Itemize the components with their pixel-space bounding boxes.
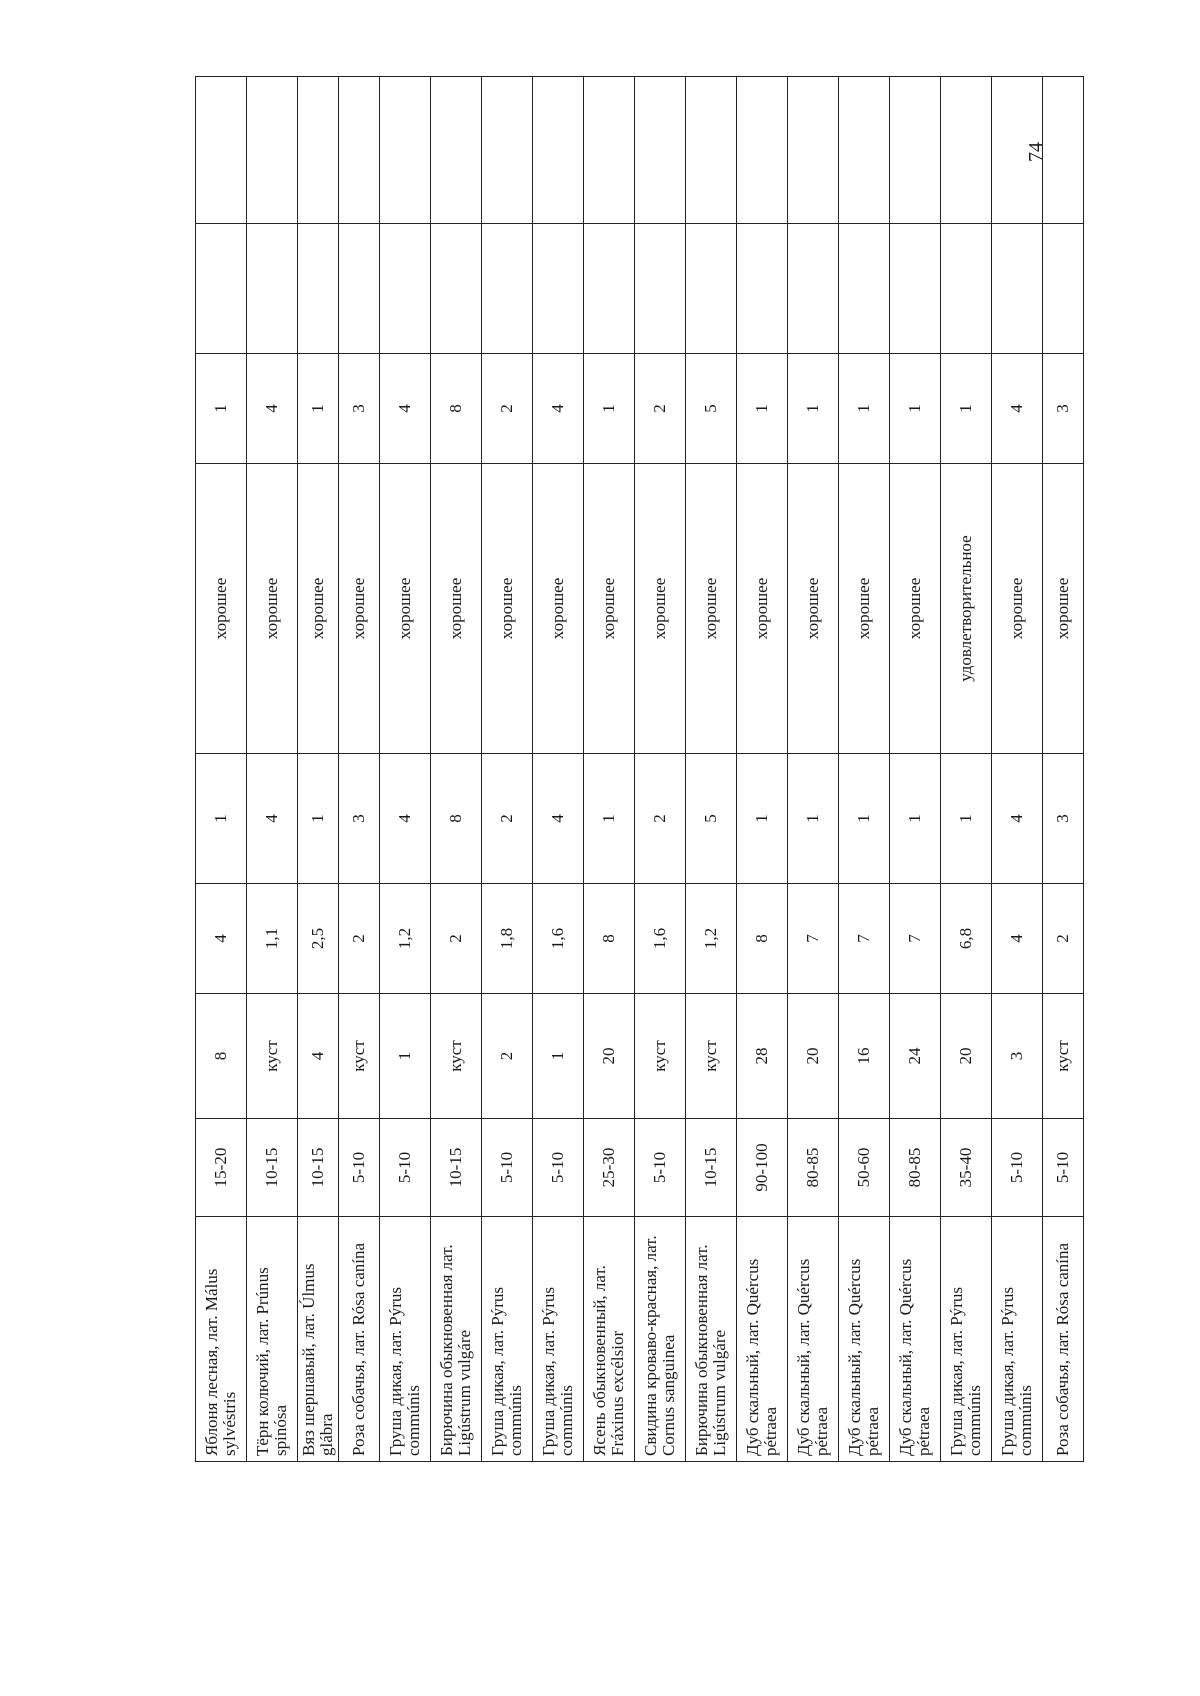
quantity-cell: 1 (839, 754, 890, 884)
condition-cell: хорошее (737, 464, 788, 754)
total-cell: 1 (890, 354, 941, 464)
table-row (431, 77, 482, 1462)
empty-cell (431, 224, 482, 354)
species-name-cell: Роза собачья, лат. Rósa canína (1043, 1217, 1084, 1462)
height-cell: 4 (196, 884, 247, 994)
total-cell: 1 (788, 354, 839, 464)
quantity-cell: 1 (584, 754, 635, 884)
condition-cell: хорошее (533, 464, 584, 754)
height-cell: 1,6 (533, 884, 584, 994)
condition-cell: хорошее (431, 464, 482, 754)
page-number: 74 (1025, 142, 1047, 162)
empty-cell (196, 224, 247, 354)
total-cell: 1 (298, 354, 339, 464)
condition-cell: хорошее (196, 464, 247, 754)
empty-cell (788, 77, 839, 224)
table-row (482, 77, 533, 1462)
empty-cell (339, 224, 380, 354)
total-cell: 3 (339, 354, 380, 464)
table-row (992, 77, 1043, 1462)
empty-cell (788, 224, 839, 354)
empty-cell (380, 224, 431, 354)
diameter-cell: куст (1043, 994, 1084, 1119)
height-cell: 2 (1043, 884, 1084, 994)
condition-cell: хорошее (584, 464, 635, 754)
empty-cell (482, 77, 533, 224)
total-cell: 4 (247, 354, 298, 464)
diameter-cell: 2 (482, 994, 533, 1119)
diameter-cell: 16 (839, 994, 890, 1119)
quantity-cell: 4 (533, 754, 584, 884)
diameter-cell: куст (431, 994, 482, 1119)
table-row (196, 77, 247, 1462)
table-row (788, 77, 839, 1462)
height-cell: 8 (737, 884, 788, 994)
table-row (339, 77, 380, 1462)
height-cell: 2,5 (298, 884, 339, 994)
table-row (1043, 77, 1084, 1462)
condition-cell: хорошее (298, 464, 339, 754)
empty-cell (533, 77, 584, 224)
species-name-cell: Груша дикая, лат. Pýrus commúnis (482, 1217, 533, 1462)
total-cell: 2 (482, 354, 533, 464)
empty-cell (339, 77, 380, 224)
age-cell: 5-10 (992, 1119, 1043, 1217)
condition-cell: удовлетворительное (941, 464, 992, 754)
species-name-cell: Яблоня лесная, лат. Málus sylvéstris (196, 1217, 247, 1462)
empty-cell (298, 224, 339, 354)
empty-cell (482, 224, 533, 354)
empty-cell (298, 77, 339, 224)
species-name-cell: Груша дикая, лат. Pýrus commúnis (380, 1217, 431, 1462)
age-cell: 35-40 (941, 1119, 992, 1217)
quantity-cell: 2 (482, 754, 533, 884)
height-cell: 1,2 (380, 884, 431, 994)
diameter-cell: 28 (737, 994, 788, 1119)
quantity-cell: 2 (635, 754, 686, 884)
diameter-cell: куст (339, 994, 380, 1119)
empty-cell (737, 77, 788, 224)
species-name-cell: Бирючина обыкновенная лат. Ligústrum vulgáre (431, 1217, 482, 1462)
table-row (839, 77, 890, 1462)
height-cell: 7 (890, 884, 941, 994)
quantity-cell: 8 (431, 754, 482, 884)
age-cell: 10-15 (298, 1119, 339, 1217)
total-cell: 1 (196, 354, 247, 464)
empty-cell (839, 224, 890, 354)
age-cell: 50-60 (839, 1119, 890, 1217)
empty-cell (686, 224, 737, 354)
quantity-cell: 1 (737, 754, 788, 884)
diameter-cell: 4 (298, 994, 339, 1119)
empty-cell (839, 77, 890, 224)
height-cell: 2 (431, 884, 482, 994)
height-cell: 1,8 (482, 884, 533, 994)
empty-cell (635, 224, 686, 354)
diameter-cell: 24 (890, 994, 941, 1119)
species-name-cell: Тёрн колючий, лат. Prúnus spinósa (247, 1217, 298, 1462)
diameter-cell: 3 (992, 994, 1043, 1119)
species-name-cell: Ясень обыкновенный, лат. Fráxinus excélsior (584, 1217, 635, 1462)
age-cell: 10-15 (247, 1119, 298, 1217)
age-cell: 5-10 (482, 1119, 533, 1217)
tree-inventory-table (195, 76, 1084, 1462)
empty-cell (890, 77, 941, 224)
total-cell: 4 (380, 354, 431, 464)
quantity-cell: 1 (788, 754, 839, 884)
age-cell: 5-10 (635, 1119, 686, 1217)
table-row (686, 77, 737, 1462)
diameter-cell: 1 (380, 994, 431, 1119)
age-cell: 5-10 (1043, 1119, 1084, 1217)
total-cell: 2 (635, 354, 686, 464)
condition-cell: хорошее (482, 464, 533, 754)
species-name-cell: Свидина кроваво-красная, лат. Cornus sanguinea (635, 1217, 686, 1462)
age-cell: 10-15 (431, 1119, 482, 1217)
total-cell: 1 (737, 354, 788, 464)
diameter-cell: куст (635, 994, 686, 1119)
species-name-cell: Дуб скальный, лат. Quércus pétraea (839, 1217, 890, 1462)
total-cell: 1 (941, 354, 992, 464)
age-cell: 5-10 (339, 1119, 380, 1217)
quantity-cell: 1 (196, 754, 247, 884)
empty-cell (992, 224, 1043, 354)
species-name-cell: Роза собачья, лат. Rósa canína (339, 1217, 380, 1462)
quantity-cell: 1 (941, 754, 992, 884)
diameter-cell: куст (686, 994, 737, 1119)
empty-cell (584, 224, 635, 354)
table-body (196, 77, 1084, 1462)
height-cell: 2 (339, 884, 380, 994)
total-cell: 4 (533, 354, 584, 464)
diameter-cell: 20 (941, 994, 992, 1119)
condition-cell: хорошее (890, 464, 941, 754)
height-cell: 6,8 (941, 884, 992, 994)
species-name-cell: Дуб скальный, лат. Quércus pétraea (788, 1217, 839, 1462)
diameter-cell: 20 (788, 994, 839, 1119)
height-cell: 1,6 (635, 884, 686, 994)
quantity-cell: 1 (298, 754, 339, 884)
species-name-cell: Дуб скальный, лат. Quércus pétraea (737, 1217, 788, 1462)
height-cell: 7 (788, 884, 839, 994)
quantity-cell: 5 (686, 754, 737, 884)
table-row (298, 77, 339, 1462)
species-name-cell: Груша дикая, лат. Pýrus commúnis (941, 1217, 992, 1462)
species-name-cell: Дуб скальный, лат. Quércus pétraea (890, 1217, 941, 1462)
empty-cell (890, 224, 941, 354)
empty-cell (247, 77, 298, 224)
height-cell: 4 (992, 884, 1043, 994)
table-row (941, 77, 992, 1462)
empty-cell (737, 224, 788, 354)
condition-cell: хорошее (788, 464, 839, 754)
empty-cell (380, 77, 431, 224)
quantity-cell: 4 (380, 754, 431, 884)
empty-cell (635, 77, 686, 224)
table-row (584, 77, 635, 1462)
total-cell: 5 (686, 354, 737, 464)
height-cell: 7 (839, 884, 890, 994)
condition-cell: хорошее (839, 464, 890, 754)
species-name-cell: Груша дикая, лат. Pýrus commúnis (533, 1217, 584, 1462)
quantity-cell: 3 (1043, 754, 1084, 884)
table-row (247, 77, 298, 1462)
condition-cell: хорошее (635, 464, 686, 754)
empty-cell (584, 77, 635, 224)
height-cell: 8 (584, 884, 635, 994)
empty-cell (247, 224, 298, 354)
species-name-cell: Груша дикая, лат. Pýrus commúnis (992, 1217, 1043, 1462)
empty-cell (941, 224, 992, 354)
total-cell: 8 (431, 354, 482, 464)
condition-cell: хорошее (992, 464, 1043, 754)
empty-cell (686, 77, 737, 224)
age-cell: 5-10 (533, 1119, 584, 1217)
table-row (635, 77, 686, 1462)
condition-cell: хорошее (1043, 464, 1084, 754)
diameter-cell: 20 (584, 994, 635, 1119)
table-row (533, 77, 584, 1462)
age-cell: 10-15 (686, 1119, 737, 1217)
height-cell: 1,2 (686, 884, 737, 994)
empty-cell (1043, 224, 1084, 354)
empty-cell (431, 77, 482, 224)
age-cell: 90-100 (737, 1119, 788, 1217)
quantity-cell: 3 (339, 754, 380, 884)
age-cell: 80-85 (890, 1119, 941, 1217)
diameter-cell: 8 (196, 994, 247, 1119)
age-cell: 80-85 (788, 1119, 839, 1217)
total-cell: 1 (839, 354, 890, 464)
diameter-cell: 1 (533, 994, 584, 1119)
empty-cell (196, 77, 247, 224)
table-row (737, 77, 788, 1462)
empty-cell (533, 224, 584, 354)
condition-cell: хорошее (339, 464, 380, 754)
quantity-cell: 4 (992, 754, 1043, 884)
table-row (890, 77, 941, 1462)
condition-cell: хорошее (380, 464, 431, 754)
total-cell: 1 (584, 354, 635, 464)
height-cell: 1,1 (247, 884, 298, 994)
total-cell: 3 (1043, 354, 1084, 464)
age-cell: 25-30 (584, 1119, 635, 1217)
age-cell: 5-10 (380, 1119, 431, 1217)
species-name-cell: Вяз шершавый, лат. Úlmus glábra (298, 1217, 339, 1462)
quantity-cell: 1 (890, 754, 941, 884)
table-row (380, 77, 431, 1462)
age-cell: 15-20 (196, 1119, 247, 1217)
condition-cell: хорошее (247, 464, 298, 754)
quantity-cell: 4 (247, 754, 298, 884)
species-name-cell: Бирючина обыкновенная лат. Ligústrum vulgáre (686, 1217, 737, 1462)
total-cell: 4 (992, 354, 1043, 464)
condition-cell: хорошее (686, 464, 737, 754)
diameter-cell: куст (247, 994, 298, 1119)
empty-cell (941, 77, 992, 224)
